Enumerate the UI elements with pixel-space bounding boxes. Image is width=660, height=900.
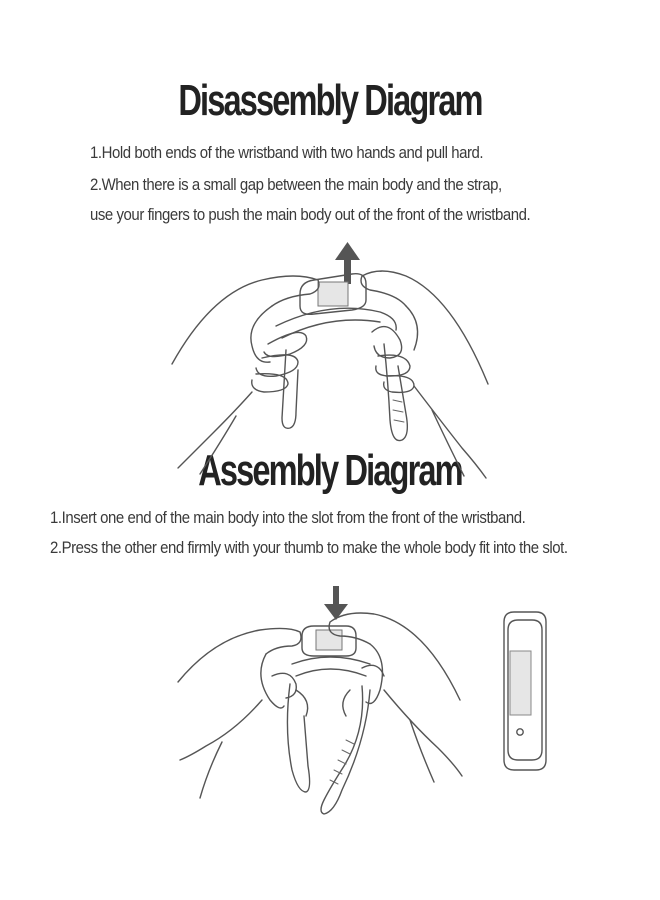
- touch-button-icon: [517, 729, 523, 735]
- disassembly-step-2-continued: use your fingers to push the main body out of the front of the wristband.: [90, 205, 531, 224]
- right-hand: [361, 271, 488, 478]
- left-hand: [172, 276, 319, 474]
- assembled-band-front-view: [504, 612, 546, 770]
- tracker-body: [302, 626, 356, 656]
- wristband-strap: [276, 308, 407, 440]
- disassembly-step-2: 2.When there is a small gap between the main body and the strap,: [90, 175, 502, 194]
- disassembly-illustration: [172, 242, 488, 478]
- assembly-title: Assembly Diagram: [198, 446, 462, 495]
- wristband-strap: [287, 657, 370, 814]
- assembly-step-1: 1.Insert one end of the main body into the slot from the front of the wristband.: [50, 508, 526, 527]
- disassembly-step-1: 1.Hold both ends of the wristband with two hands and pull hard.: [90, 143, 484, 162]
- disassembly-title: Disassembly Diagram: [178, 76, 482, 125]
- pull-up-arrow-icon: [335, 242, 360, 284]
- tracker-screen: [510, 651, 531, 715]
- assembly-illustration: [178, 586, 462, 814]
- assembly-step-2: 2.Press the other end firmly with your thumb to make the whole body fit into the slot.: [50, 538, 568, 557]
- left-hand: [178, 628, 301, 798]
